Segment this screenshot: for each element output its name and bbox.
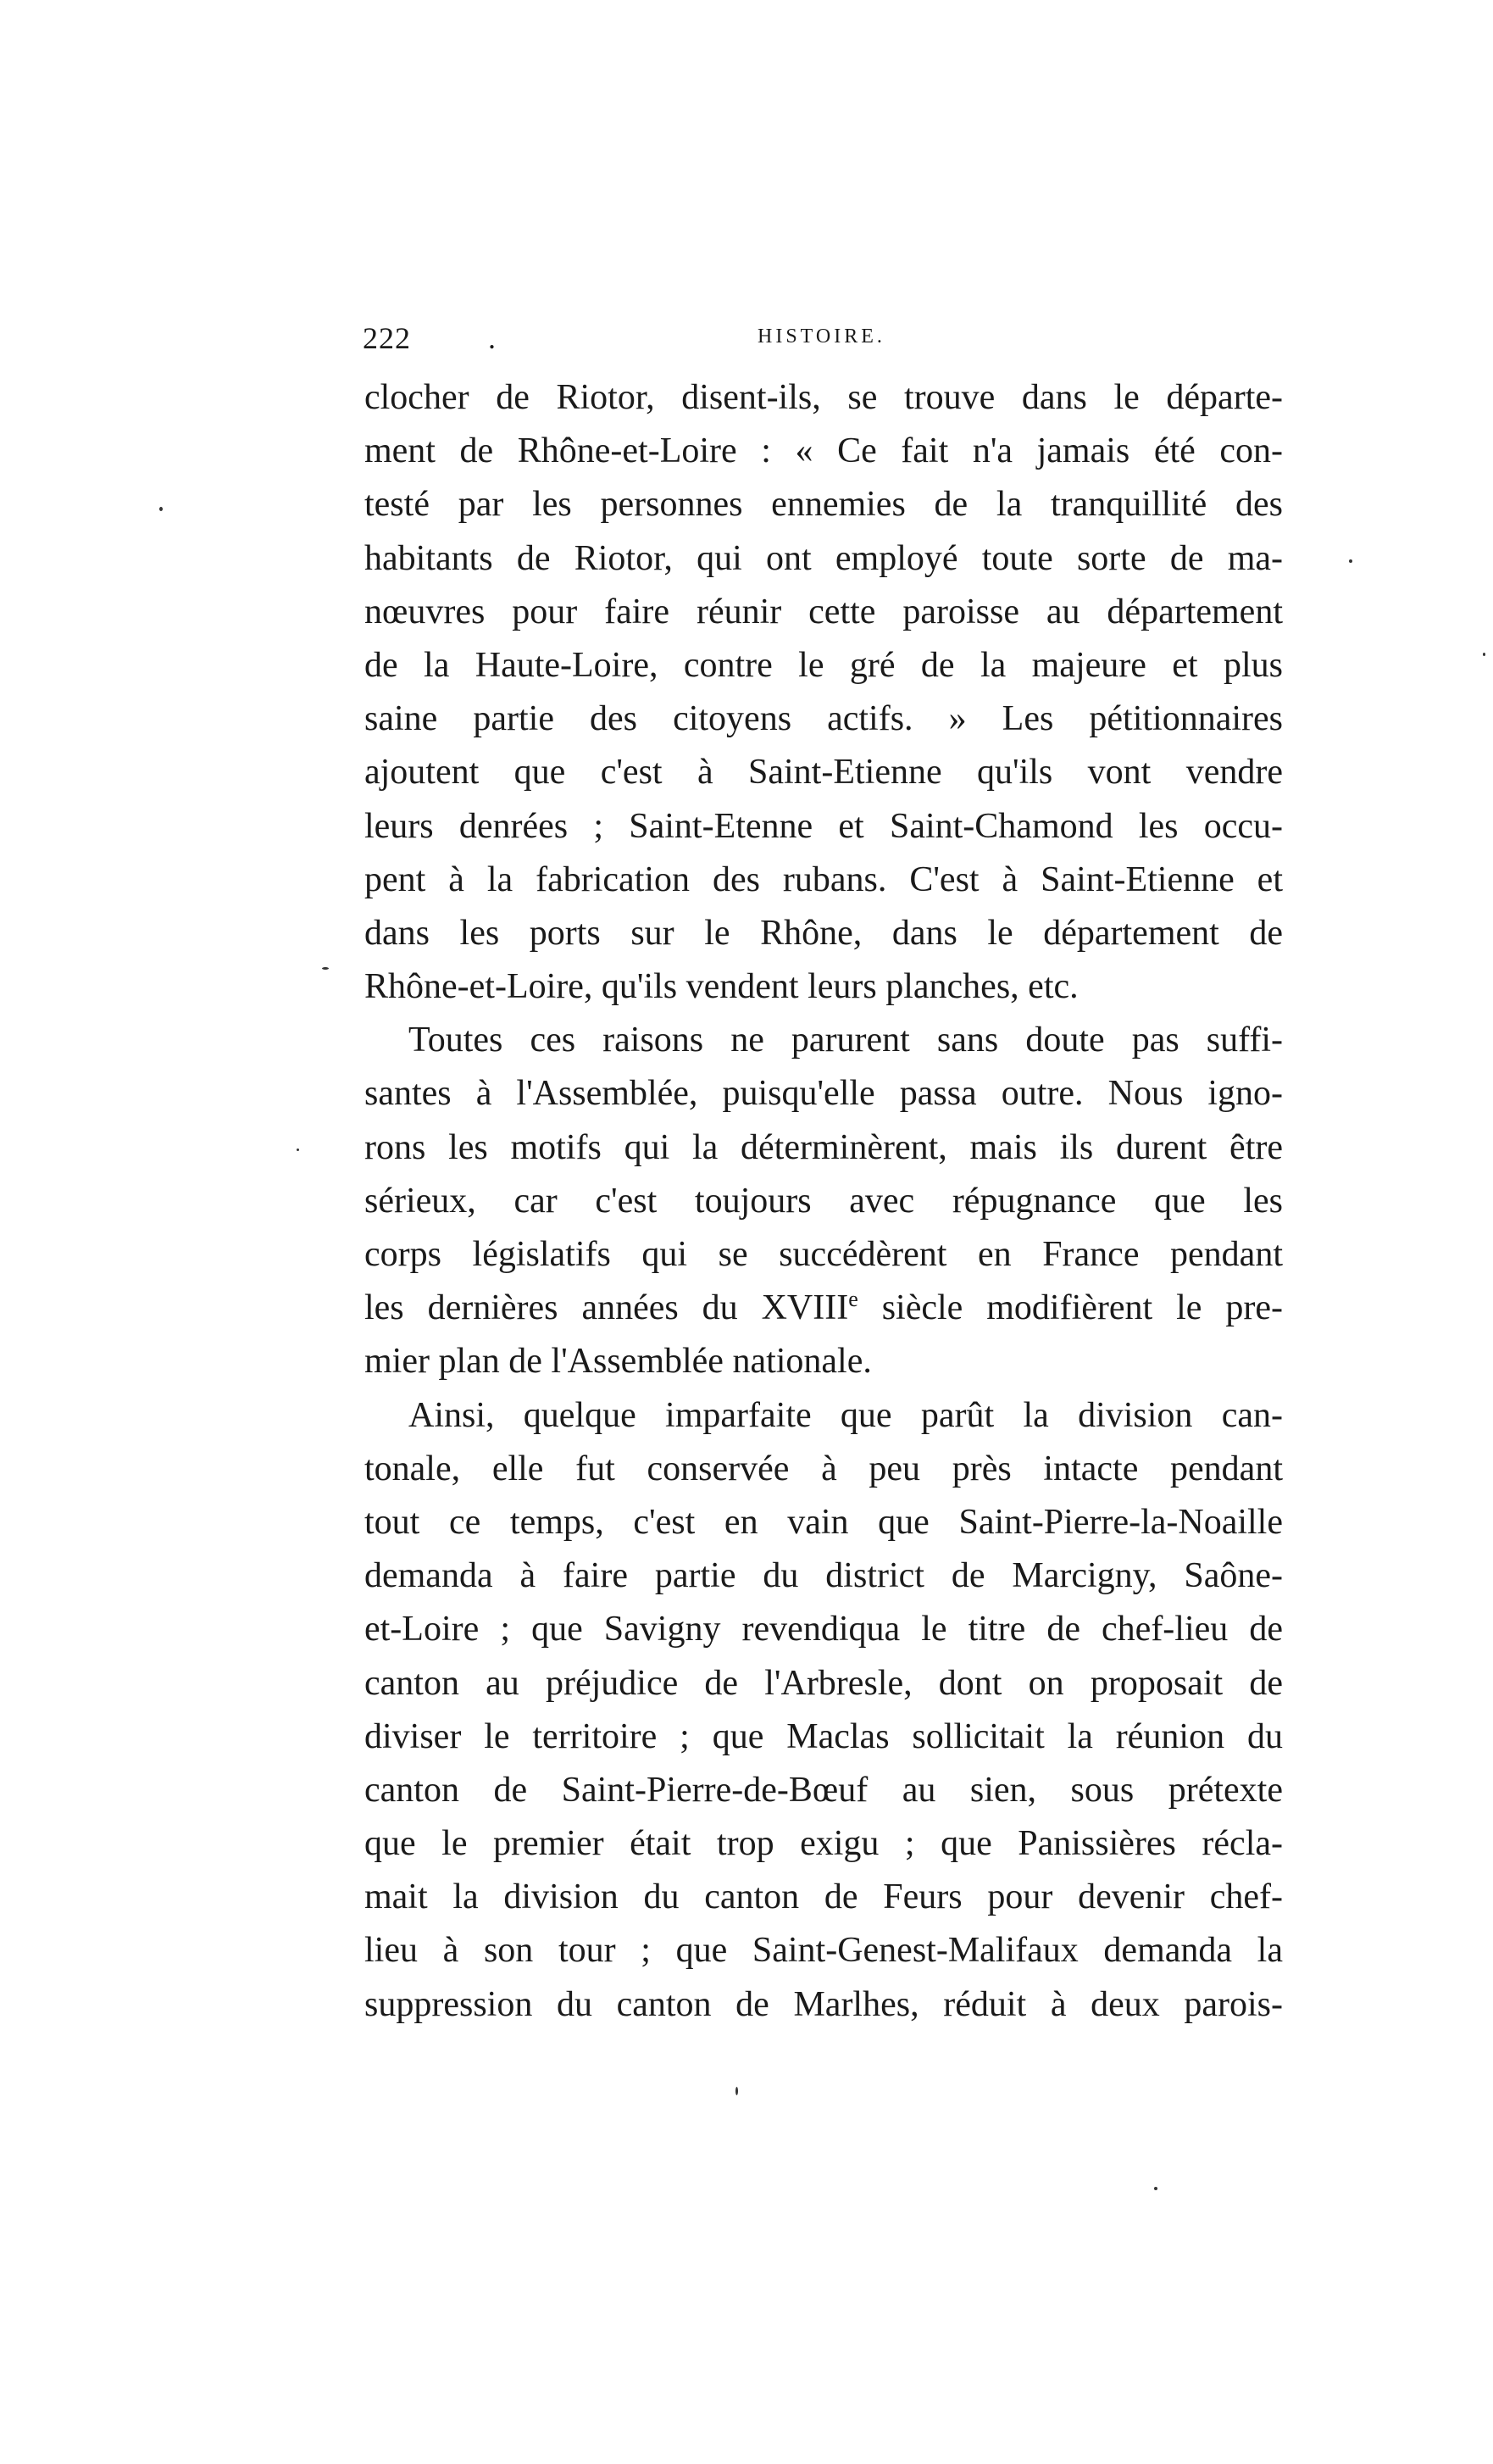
text-line-with-superscript: [364, 1282, 1283, 1335]
text-line: canton de Saint-Pierre-de-Bœuf au sien, sous prétexte: [364, 1770, 1283, 1810]
text-line: tonale, elle fut conservée à peu près intacte pendant: [364, 1449, 1283, 1488]
text-line: canton au préjudice de l'Arbresle, dont on proposait de: [364, 1663, 1283, 1703]
print-speck: [297, 1149, 299, 1151]
text-line: tout ce temps, c'est en vain que Saint-Pierre-la-Noaille: [364, 1502, 1283, 1542]
text-line: saine partie des citoyens actifs. » Les pétitionnaires: [364, 699, 1283, 739]
text-line: diviser le territoire ; que Maclas sollicitait la réunion du: [364, 1716, 1283, 1756]
print-speck: [159, 507, 163, 511]
print-speck: [1349, 559, 1352, 563]
print-speck: [1483, 653, 1485, 656]
text-line: suppression du canton de Marlhes, réduit à deux parois-: [364, 1984, 1283, 2024]
text-segment: les dernières années du XVIII: [364, 1288, 849, 1328]
text-segment: siècle modifièrent le pre-: [858, 1288, 1283, 1328]
text-line: et-Loire ; que Savigny revendiqua le titre de chef-lieu de: [364, 1610, 1283, 1649]
running-head: [363, 320, 1295, 354]
running-head-dot: .: [488, 321, 496, 355]
text-line: corps législatifs qui se succédèrent en France pendant: [364, 1235, 1283, 1274]
text-line: de la Haute-Loire, contre le gré de la majeure et plus: [364, 645, 1283, 685]
running-title: HISTOIRE.: [758, 325, 885, 348]
text-line: mait la division du canton de Feurs pour devenir chef-: [364, 1877, 1283, 1917]
text-line: testé par les personnes ennemies de la tranquillité des: [364, 485, 1283, 525]
print-speck: [735, 2087, 738, 2095]
text-line: que le premier était trop exigu ; que Panissières récla-: [364, 1824, 1283, 1864]
paragraph-start-line: Toutes ces raisons ne parurent sans doute pas suffi-: [408, 1021, 1283, 1060]
print-speck: [322, 967, 329, 970]
text-line: lieu à son tour ; que Saint-Genest-Malifaux demanda la: [364, 1931, 1283, 1971]
paragraph-start-line: Ainsi, quelque imparfaite que parût la division can-: [408, 1395, 1283, 1435]
text-line: ajoutent que c'est à Saint-Etienne qu'ils vont vendre: [364, 753, 1283, 793]
text-line: nœuvres pour faire réunir cette paroisse au département: [364, 592, 1283, 631]
text-line: leurs denrées ; Saint-Etenne et Saint-Chamond les occu-: [364, 806, 1283, 846]
text-line: habitants de Riotor, qui ont employé toute sorte de ma-: [364, 538, 1283, 578]
text-line: rons les motifs qui la déterminèrent, mais ils durent être: [364, 1127, 1283, 1167]
text-line: sérieux, car c'est toujours avec répugnance que les: [364, 1181, 1283, 1221]
text-line: clocher de Riotor, disent-ils, se trouve dans le départe-: [364, 378, 1283, 417]
text-line: ment de Rhône-et-Loire : « Ce fait n'a jamais été con-: [364, 431, 1283, 471]
text-line: santes à l'Assemblée, puisqu'elle passa outre. Nous igno-: [364, 1074, 1283, 1114]
paragraph-end-line: mier plan de l'Assemblée nationale.: [364, 1342, 872, 1382]
century-superscript: e: [848, 1287, 858, 1312]
paragraph-end-line: Rhône-et-Loire, qu'ils vendent leurs planches, etc.: [364, 967, 1079, 1007]
body-text: [364, 371, 1283, 2032]
page-number: 222: [363, 321, 411, 355]
text-line: pent à la fabrication des rubans. C'est à Saint-Etienne et: [364, 859, 1283, 899]
text-line: dans les ports sur le Rhône, dans le département de: [364, 913, 1283, 953]
text-line: demanda à faire partie du district de Marcigny, Saône-: [364, 1556, 1283, 1596]
print-speck: [1154, 2187, 1157, 2190]
